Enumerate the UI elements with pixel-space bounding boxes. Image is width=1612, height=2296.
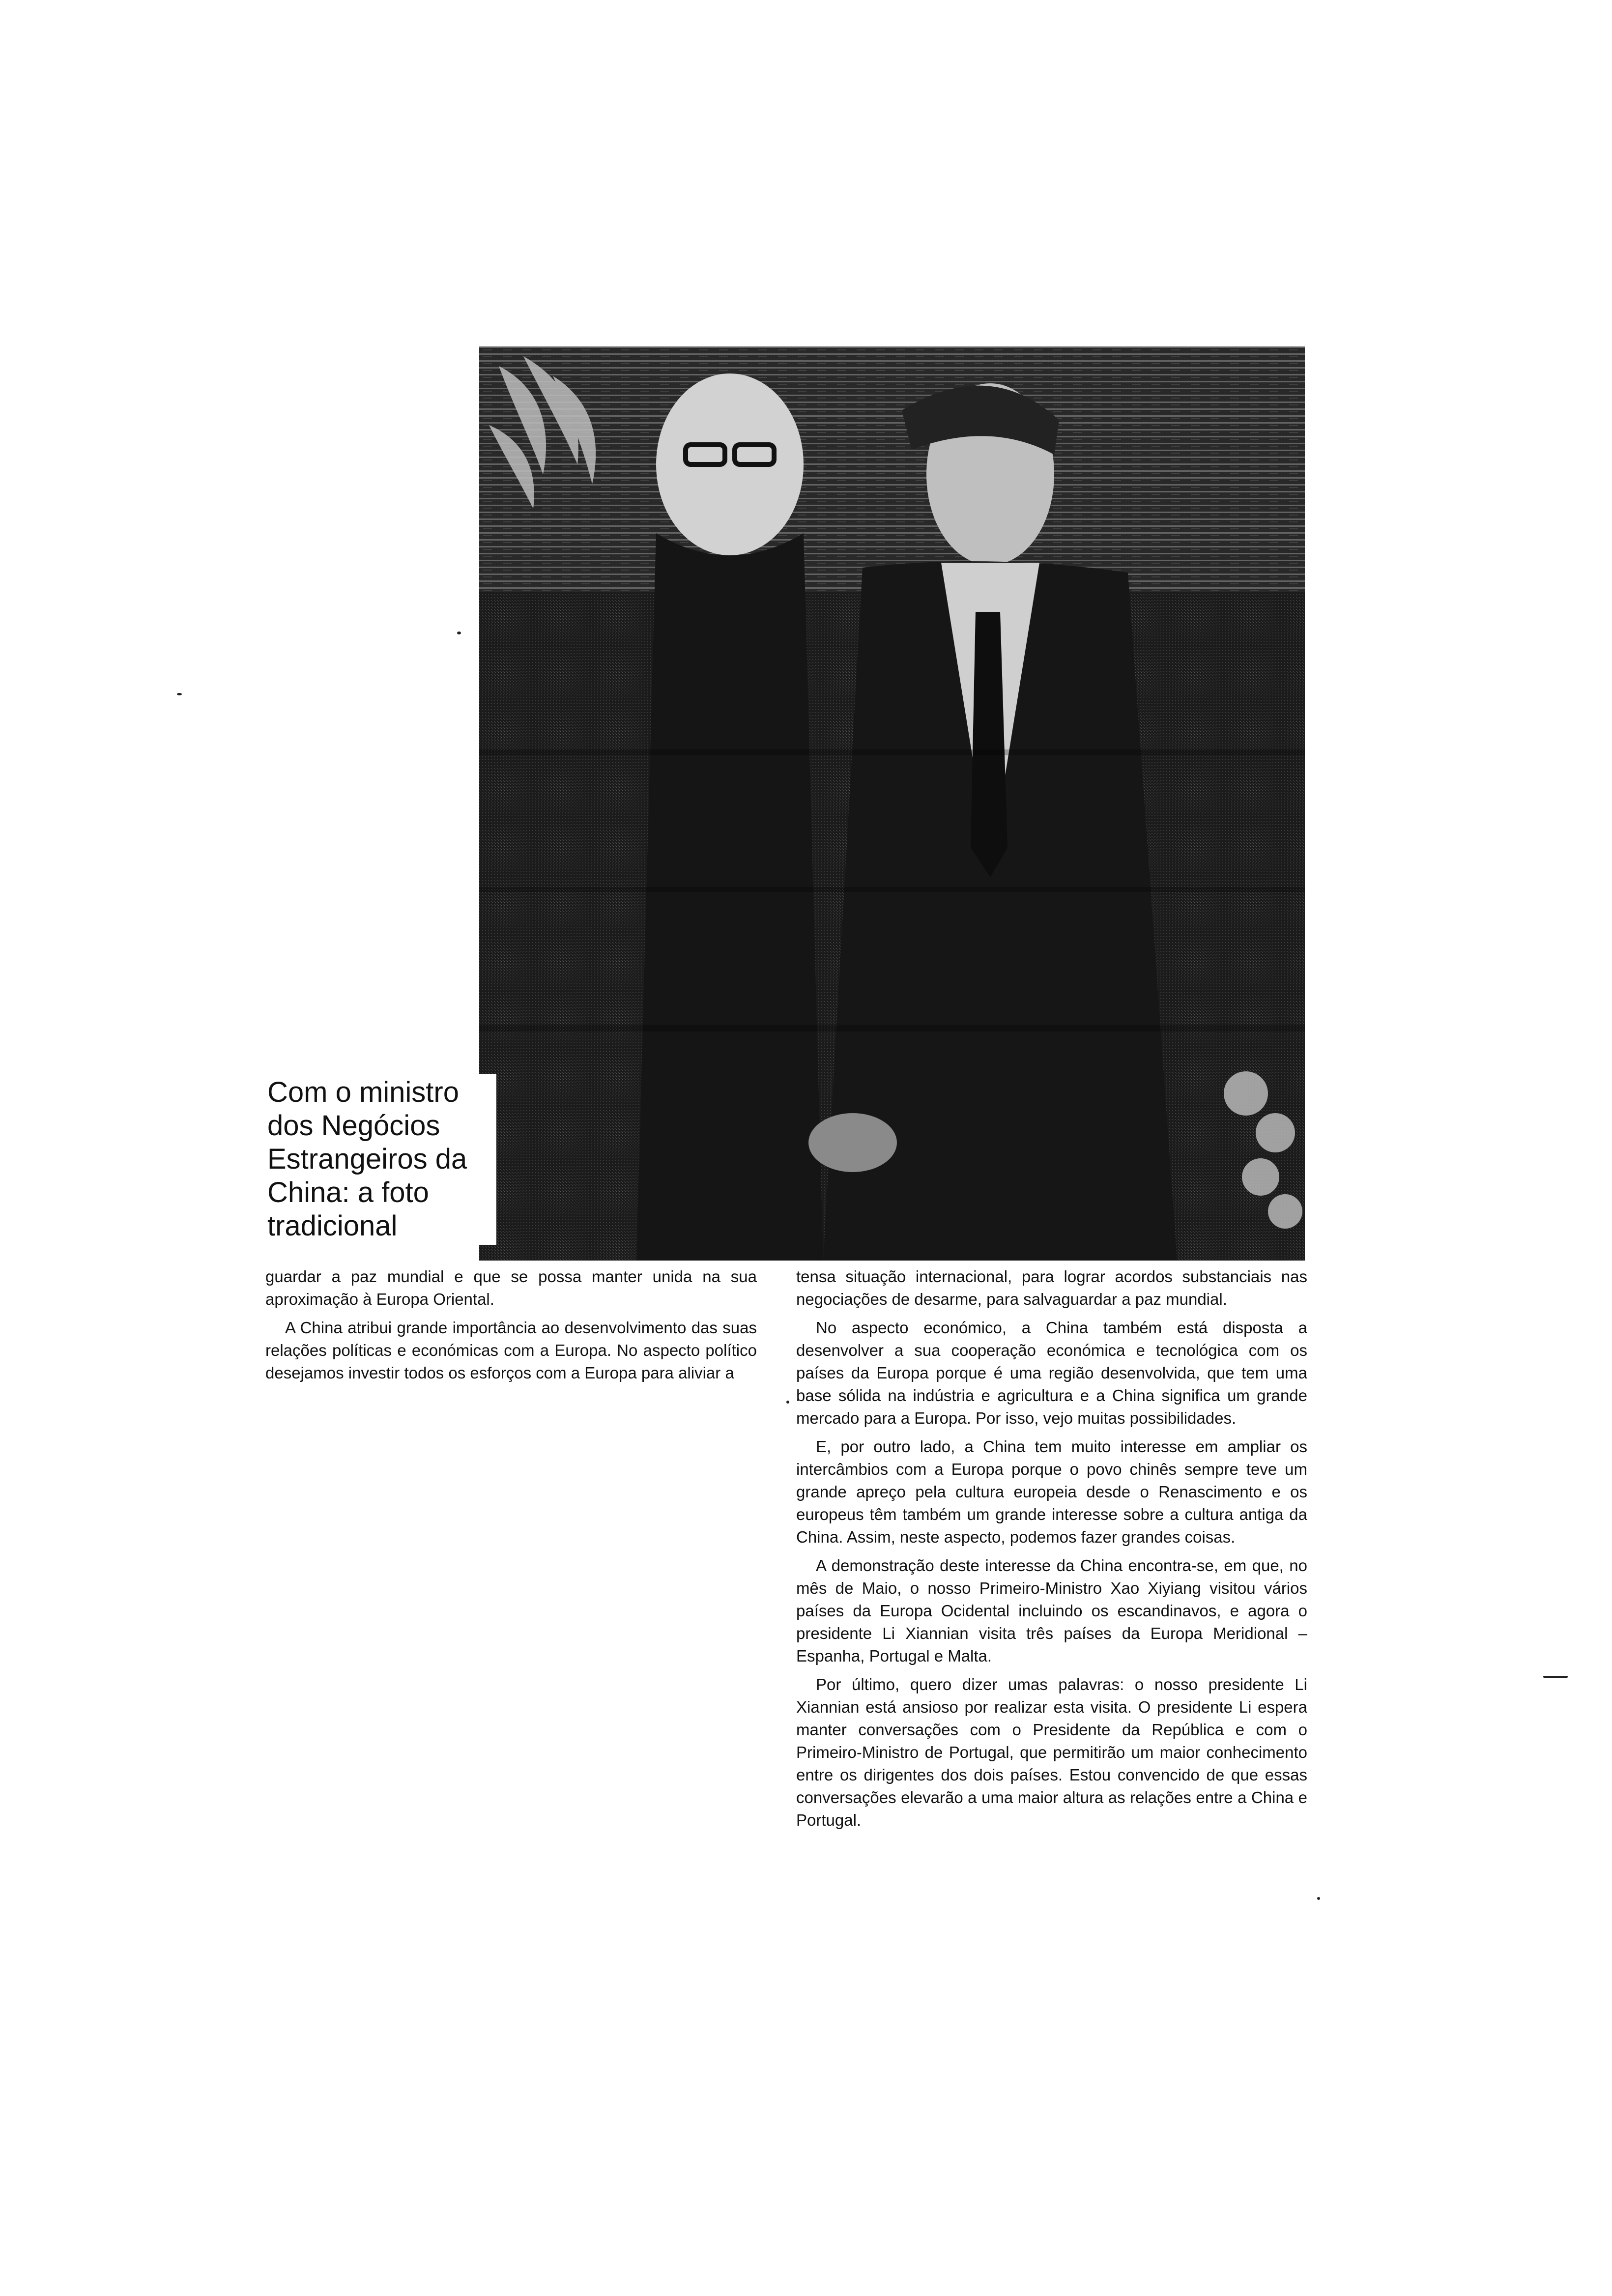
paragraph: A China atribui grande importância ao desenvolvimento das suas relações políticas e económicas com a Europa. No aspecto político desejamos investir todos os esforços com a Europa para aliviar a <box>265 1319 757 1382</box>
paragraph: E, por outro lado, a China tem muito interesse em ampliar os intercâmbios com a Europa porque o povo chinês sempre teve um grande apreço pela cultura europeia desde o Renascimento e os europeus têm também um grande interesse sobre a cultura antiga da China. Assim, neste aspecto, podemos fazer grandes coisas. <box>796 1437 1307 1546</box>
scan-speck <box>457 631 461 634</box>
news-photograph <box>479 346 1305 1261</box>
paragraph: guardar a paz mundial e que se possa manter unida na sua aproximação à Europa Oriental. <box>265 1267 757 1308</box>
scan-speck <box>177 693 182 695</box>
scan-speck <box>786 1401 789 1404</box>
paragraph: tensa situação internacional, para lograr acordos substanciais nas negociações de desarme, para salvaguardar a paz mundial. <box>796 1267 1307 1308</box>
photograph-icon <box>479 346 1305 1261</box>
scan-speck <box>1317 1897 1320 1900</box>
article-right-column <box>796 1265 1307 1837</box>
paragraph: A demonstração deste interesse da China encontra-se, em que, no mês de Maio, o nosso Primeiro-Ministro Xao Xiyiang visitou vários países da Europa Ocidental incluindo os escandinavos, e agora o presidente Li Xiannian visita três países da Europa Meridional – Espanha, Portugal e Malta. <box>796 1556 1307 1665</box>
paragraph: No aspecto económico, a China também está disposta a desenvolver a sua cooperação económica e tecnológica com os países da Europa porque é uma região desenvolvida, que tem uma base sólida na indústria e agricultura e a China significa um grande mercado para a Europa. Por isso, vejo muitas possibilidades. <box>796 1319 1307 1427</box>
paragraph: Por último, quero dizer umas palavras: o nosso presidente Li Xiannian está ansioso por realizar esta visita. O presidente Li espera manter conversações com o Presidente da República e com o Primeiro-Ministro de Portugal, que permitirão um maior conhecimento entre os dirigentes dos dois países. Estou convencido de que essas conversações elevarão a uma maior altura as relações entre a China e Portugal. <box>796 1675 1307 1829</box>
article-left-column <box>265 1265 757 1390</box>
scan-speck <box>1543 1676 1568 1678</box>
photo-caption: Com o ministro dos Negócios Estrangeiros da China: a foto tradicional <box>265 1074 496 1245</box>
